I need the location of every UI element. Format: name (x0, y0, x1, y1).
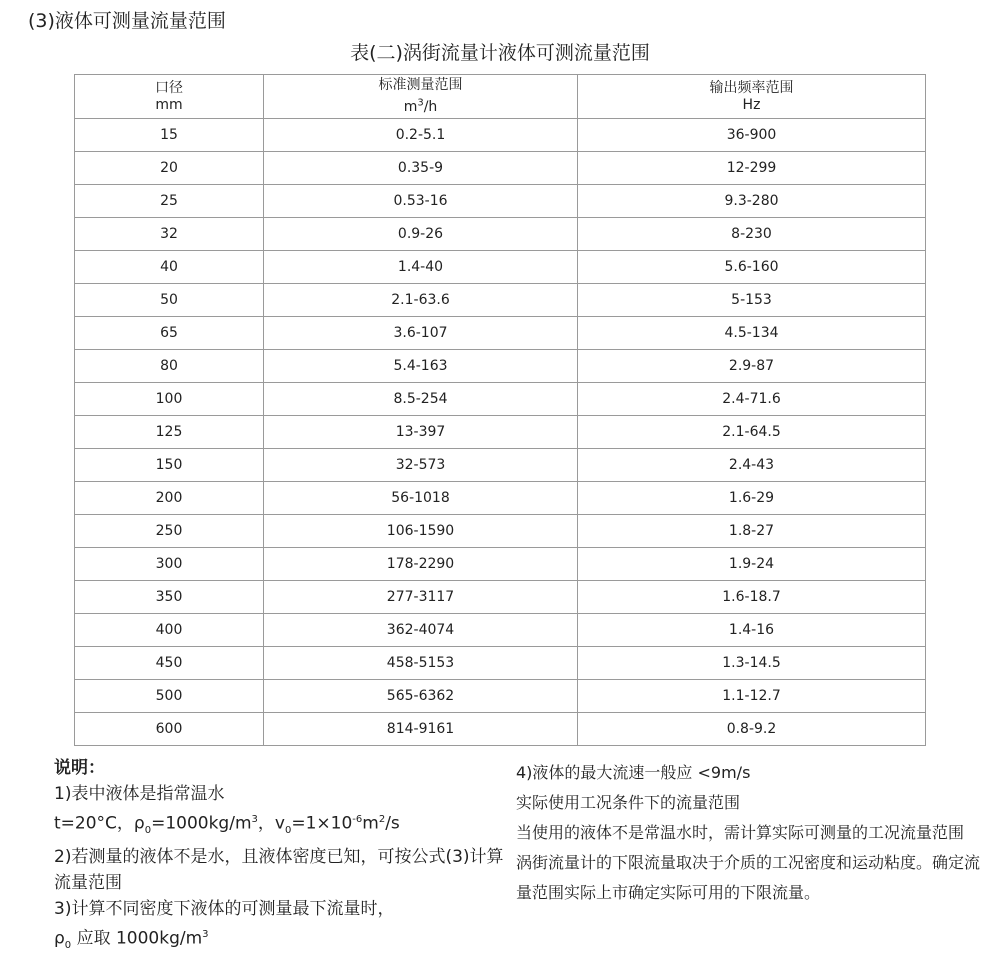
cell-flow-range: 362-4074 (264, 614, 578, 647)
cell-frequency-range: 1.9-24 (578, 548, 926, 581)
cell-frequency-range: 12-299 (578, 152, 926, 185)
table-row (75, 713, 926, 746)
table-row (75, 119, 926, 152)
note-4: 4)液体的最大流速一般应 <9m/s (516, 763, 751, 782)
cell-flow-range: 565-6362 (264, 680, 578, 713)
cell-frequency-range: 2.4-71.6 (578, 383, 926, 416)
cell-flow-range: 277-3117 (264, 581, 578, 614)
cell-flow-range: 5.4-163 (264, 350, 578, 383)
notes-left (54, 755, 504, 959)
cell-diameter: 65 (75, 317, 264, 350)
table-row (75, 482, 926, 515)
header-diameter-label: 口径 (155, 79, 183, 96)
header-frequency-unit: Hz (742, 96, 761, 113)
notes-right (516, 758, 986, 908)
cell-diameter: 50 (75, 284, 264, 317)
cell-diameter: 400 (75, 614, 264, 647)
cell-frequency-range: 1.8-27 (578, 515, 926, 548)
note-1-conditions: t=20°C，$\rho_0=1000kg/m^3$，$v_0=1\times 10^{-6}m^2/s$ (54, 813, 400, 837)
cell-flow-range: 56-1018 (264, 482, 578, 515)
cell-frequency-range: 2.1-64.5 (578, 416, 926, 449)
table-row (75, 548, 926, 581)
cell-frequency-range: 1.3-14.5 (578, 647, 926, 680)
table-row (75, 449, 926, 482)
header-flow-range-label: 标准测量范围 (378, 77, 463, 94)
cell-diameter: 450 (75, 647, 264, 680)
cell-diameter: 150 (75, 449, 264, 482)
header-diameter-unit: mm (155, 96, 183, 113)
cell-diameter: 25 (75, 185, 264, 218)
table-row (75, 185, 926, 218)
cell-flow-range: 0.35-9 (264, 152, 578, 185)
cell-diameter: 80 (75, 350, 264, 383)
table-row (75, 515, 926, 548)
cell-diameter: 40 (75, 251, 264, 284)
cell-frequency-range: 1.6-29 (578, 482, 926, 515)
cell-diameter: 200 (75, 482, 264, 515)
cell-frequency-range: 5.6-160 (578, 251, 926, 284)
table-body (75, 119, 926, 746)
cell-diameter: 125 (75, 416, 264, 449)
table-row (75, 251, 926, 284)
cell-diameter: 250 (75, 515, 264, 548)
cell-flow-range: 0.9-26 (264, 218, 578, 251)
cell-diameter: 350 (75, 581, 264, 614)
cell-frequency-range: 2.9-87 (578, 350, 926, 383)
cell-flow-range: 106-1590 (264, 515, 578, 548)
note-actual-range: 实际使用工况条件下的流量范围 (516, 793, 741, 812)
table-row (75, 350, 926, 383)
header-frequency-label: 输出频率范围 (709, 79, 794, 96)
table-header-row (75, 75, 926, 119)
cell-diameter: 15 (75, 119, 264, 152)
note-1: 1)表中液体是指常温水 (54, 784, 225, 804)
cell-flow-range: 814-9161 (264, 713, 578, 746)
cell-diameter: 100 (75, 383, 264, 416)
cell-frequency-range: 1.1-12.7 (578, 680, 926, 713)
cell-flow-range: 32-573 (264, 449, 578, 482)
notes-title: 说明： (54, 758, 105, 778)
cell-flow-range: 0.53-16 (264, 185, 578, 218)
cell-frequency-range: 2.4-43 (578, 449, 926, 482)
section-heading: (3)液体可测量流量范围 (28, 10, 226, 32)
note-3: 3)计算不同密度下液体的可测量最下流量时， (54, 899, 395, 920)
table-row (75, 317, 926, 350)
cell-diameter: 32 (75, 218, 264, 251)
header-frequency-range (578, 75, 926, 119)
table-row (75, 680, 926, 713)
table-row (75, 152, 926, 185)
table-row (75, 416, 926, 449)
cell-flow-range: 178-2290 (264, 548, 578, 581)
cell-frequency-range: 1.6-18.7 (578, 581, 926, 614)
table-row (75, 647, 926, 680)
header-diameter (75, 75, 264, 119)
cell-flow-range: 458-5153 (264, 647, 578, 680)
table-row (75, 383, 926, 416)
cell-frequency-range: 4.5-134 (578, 317, 926, 350)
cell-flow-range: 8.5-254 (264, 383, 578, 416)
header-flow-range-unit: $m^3/h$ (403, 97, 438, 115)
cell-flow-range: 3.6-107 (264, 317, 578, 350)
cell-frequency-range: 5-153 (578, 284, 926, 317)
table-row (75, 581, 926, 614)
cell-frequency-range: 0.8-9.2 (578, 713, 926, 746)
cell-diameter: 500 (75, 680, 264, 713)
cell-frequency-range: 1.4-16 (578, 614, 926, 647)
note-2: 2)若测量的液体不是水，且液体密度已知，可按公式(3)计算流量范围 (54, 847, 504, 894)
cell-frequency-range: 8-230 (578, 218, 926, 251)
cell-diameter: 20 (75, 152, 264, 185)
cell-frequency-range: 9.3-280 (578, 185, 926, 218)
table-row (75, 284, 926, 317)
cell-flow-range: 13-397 (264, 416, 578, 449)
note-lower-limit: 涡街流量计的下限流量取决于介质的工况密度和运动粘度。确定流量范围实际上市确定实际可用的下限流量。 (516, 853, 981, 902)
cell-flow-range: 0.2-5.1 (264, 119, 578, 152)
table-row (75, 614, 926, 647)
cell-diameter: 300 (75, 548, 264, 581)
flow-range-table (74, 74, 926, 746)
cell-diameter: 600 (75, 713, 264, 746)
table-row (75, 218, 926, 251)
cell-frequency-range: 36-900 (578, 119, 926, 152)
note-non-water: 当使用的液体不是常温水时，需计算实际可测量的工况流量范围 (516, 823, 965, 842)
header-flow-range (264, 75, 578, 119)
cell-flow-range: 1.4-40 (264, 251, 578, 284)
cell-flow-range: 2.1-63.6 (264, 284, 578, 317)
table-caption: 表(二)涡街流量计液体可测流量范围 (350, 42, 650, 64)
note-3-density: $\rho_0$ 应取 $1000kg/m^3$ (54, 928, 209, 952)
